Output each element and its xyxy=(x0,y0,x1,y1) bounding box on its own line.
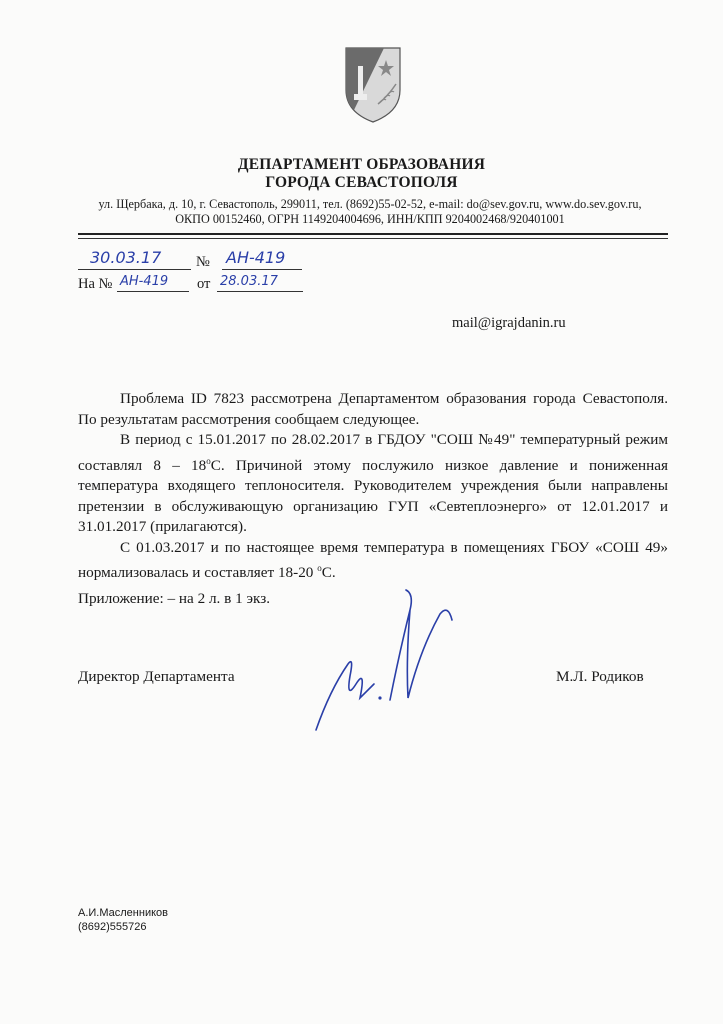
sevastopol-coat-of-arms-icon xyxy=(340,44,406,124)
body-paragraph-2-text-a: В период с 15.01.2017 по 28.02.2017 в ГБДОУ "СОШ №49" температурный режим составлял 8 – 18 xyxy=(78,431,668,474)
incoming-date-underline xyxy=(217,291,303,292)
incoming-number-underline xyxy=(117,291,189,292)
outgoing-date-underline xyxy=(78,269,191,270)
degree-sign: о xyxy=(206,455,211,466)
body-paragraph-3-text-b: С. xyxy=(321,564,336,582)
incoming-date-label: от xyxy=(197,276,211,292)
header-divider-thin xyxy=(78,238,668,239)
org-name-line1: ДЕПАРТАМЕНТ ОБРАЗОВАНИЯ xyxy=(237,156,486,173)
incoming-number: АН-419 xyxy=(120,274,169,289)
body-paragraph-3-text-a: С 01.03.2017 и по настоящее время температура в помещениях ГБОУ «СОШ 49» нормализовалась и составляет 18-20 xyxy=(78,538,668,582)
org-requisites-line1: ул. Щербака, д. 10, г. Севастополь, 299011, тел. (8692)55-02-52, e-mail: do@sev.gov.ru, www.do.sev.gov.ru, xyxy=(98,197,642,211)
header-divider-thick xyxy=(78,233,668,235)
incoming-number-label: На № xyxy=(78,276,113,292)
executor-name: А.И.Масленников xyxy=(78,907,168,919)
outgoing-date: 30.03.17 xyxy=(90,248,162,267)
org-requisites-line2: ОКПО 00152460, ОГРН 1149204004696, ИНН/КПП 9204002468/920401001 xyxy=(175,212,565,226)
incoming-date: 28.03.17 xyxy=(220,274,278,289)
body-paragraph-2-text-b: С. Причиной этому послужило низкое давление и пониженная температура входящего теплоносителя. Руководителем учреждения были направлены претензии в обслуживающую организацию ГУП «Севтеплоэнерго» от 12.01.2017 и 31.01.2017 (прилагаются). xyxy=(78,456,668,536)
body-paragraph-3 xyxy=(78,538,668,584)
letter-body xyxy=(78,389,668,584)
signer-title: Директор Департамента xyxy=(78,668,235,685)
body-paragraph-2 xyxy=(78,430,668,538)
executor-block xyxy=(78,906,168,934)
outgoing-number-label: № xyxy=(196,254,210,270)
executor-phone: (8692)555726 xyxy=(78,921,147,933)
org-name-line2: ГОРОДА СЕВАСТОПОЛЯ xyxy=(265,174,458,191)
attachment-note: Приложение: – на 2 л. в 1 экз. xyxy=(78,590,271,607)
degree-sign: о xyxy=(317,563,322,574)
body-paragraph-1: Проблема ID 7823 рассмотрена Департаментом образования города Севастополя. По результатам рассмотрения сообщаем следующее. xyxy=(78,390,668,428)
outgoing-number-underline xyxy=(222,269,302,270)
signer-name: М.Л. Родиков xyxy=(556,668,644,685)
outgoing-number: АН-419 xyxy=(226,248,286,267)
handwritten-signature xyxy=(310,580,470,740)
recipient-email: mail@igrajdanin.ru xyxy=(452,315,566,331)
